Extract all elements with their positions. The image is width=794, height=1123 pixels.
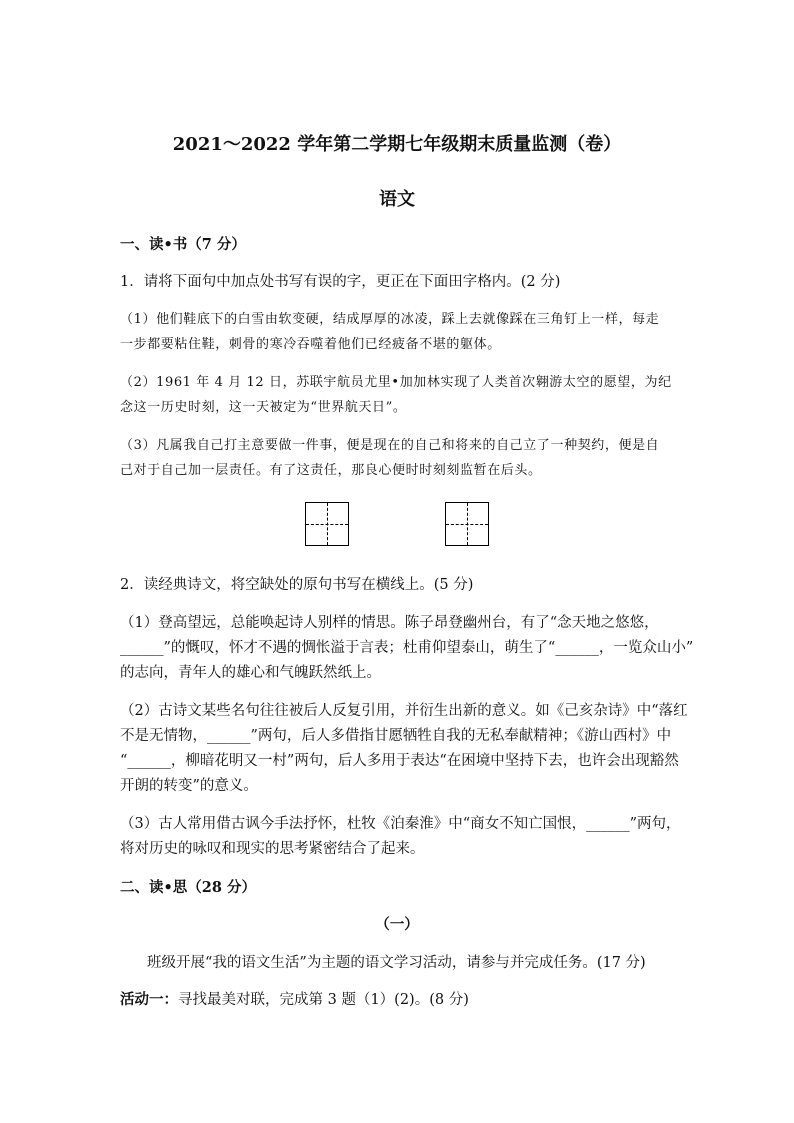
q2-part-2-line-1: （2）古诗文某些名句往往被后人反复引用，并衍生出新的意义。如《己亥杂诗》中“落红 xyxy=(120,703,688,719)
q1-sentence-3-line-1: （3）凡属我自己打主意要做一件事，便是现在的自己和将来的自己立了一种契约，便是自 xyxy=(120,438,660,453)
q2-part-2-line-4: 开朗的转变”的意义。 xyxy=(120,778,258,794)
section-2-intro: 班级开展“我的语文生活”为主题的语文学习活动，请参与并完成任务。(17 分) xyxy=(147,955,646,971)
activity-1-label: 活动一： xyxy=(120,991,178,1008)
q1-sentence-1-line-1: （1）他们鞋底下的白雪由软变硬，结成厚厚的冰凌，踩上去就像踩在三角钉上一样，每走 xyxy=(120,312,660,327)
answer-grid-1[interactable] xyxy=(305,502,349,546)
q1-sentence-2-line-1: （2）1961 年 4 月 12 日，苏联宇航员尤里•加加林实现了人类首次翱游太空的愿望，为纪 xyxy=(120,375,672,390)
q1-sentence-3-line-2: 己对于自己加一层责任。有了这责任，那良心便时时刻刻监暂在后头。 xyxy=(120,463,542,478)
q2-part-1-line-1: （1）登高望远，总能唤起诗人别样的情思。陈子昂登幽州台，有了“念天地之悠悠， xyxy=(120,615,659,631)
activity-1-line xyxy=(120,988,469,1009)
part-one-label: （一） xyxy=(375,916,419,933)
q2-part-2-line-2: 不是无情物，______”两句，后人多借指甘愿牺牲自我的无私奉献精神；《游山西村》中 xyxy=(120,728,672,744)
q2-part-3-line-1: （3）古人常用借古讽今手法抒怀，杜牧《泊秦淮》中“商女不知亡国恨，______”两句， xyxy=(120,816,681,832)
q2-part-1-line-3: 的志向，青年人的雄心和气魄跃然纸上。 xyxy=(120,665,381,681)
q1-sentence-2-line-2: 念这一历史时刻，这一天被定为“世界航天日”。 xyxy=(120,400,407,415)
q2-part-2-line-3: “______，柳暗花明又一村”两句，后人多用于表达“在困境中坚持下去，也许会出现豁然 xyxy=(120,753,679,769)
q1-sentence-1-line-2: 一步都要粘住鞋，刺骨的寒冷吞噬着他们已经疲备不堪的躯体。 xyxy=(120,337,501,352)
section-1-heading: 一、读•书（7 分） xyxy=(120,236,246,253)
activity-1-text: 寻找最美对联，完成第 3 题（1）(2)。(8 分) xyxy=(178,992,469,1008)
subject-title: 语文 xyxy=(379,189,415,210)
section-2-heading: 二、读•思（28 分） xyxy=(120,879,256,896)
q2-part-3-line-2: 将对历史的咏叹和现实的思考紧密结合了起来。 xyxy=(120,841,425,857)
exam-title: 2021～2022 学年第二学期七年级期末质量监测（卷） xyxy=(172,134,622,155)
answer-grid-2[interactable] xyxy=(445,502,489,546)
question-2-stem: 2．读经典诗文，将空缺处的原句书写在横线上。(5 分) xyxy=(120,577,474,593)
q2-part-1-line-2: ______”的慨叹，怀才不遇的惆怅溢于言表；杜甫仰望泰山，萌生了“______，一览众山小” xyxy=(120,640,694,656)
question-1-stem: 1．请将下面句中加点处书写有误的字，更正在下面田字格内。(2 分) xyxy=(120,274,561,290)
